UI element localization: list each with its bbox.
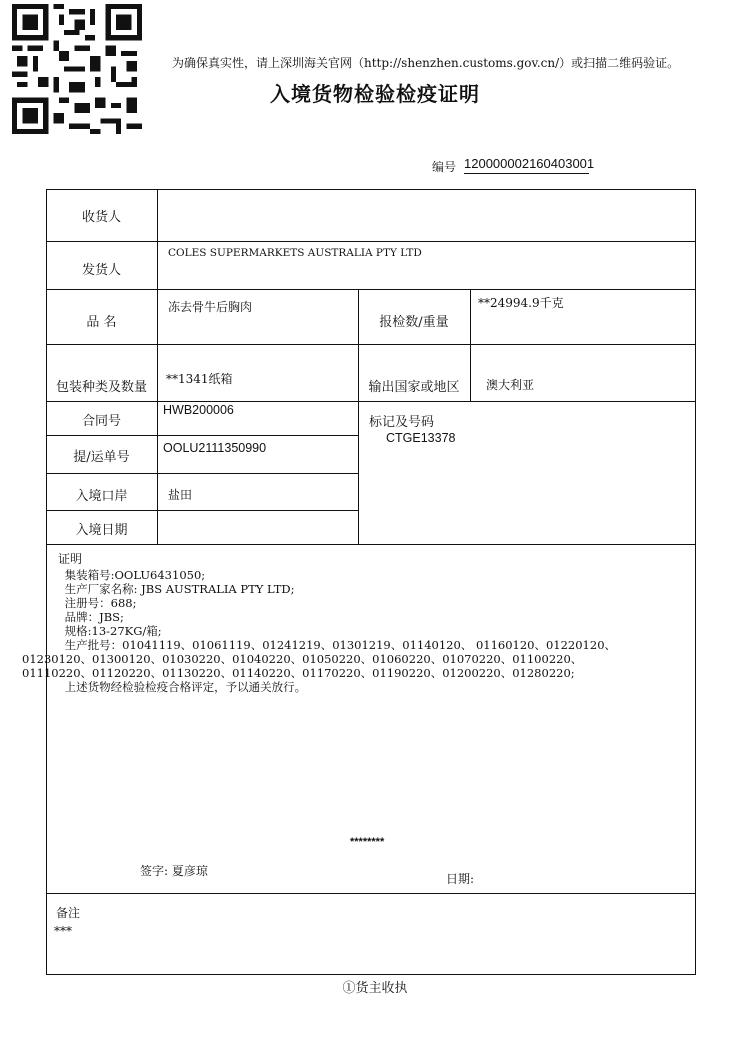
document-title: 入境货物检验检疫证明 — [270, 82, 480, 106]
certificate-line: 01110220、01120220、01130220、01140220、01170220、01190220、01200220、01280220; — [22, 666, 575, 680]
certificate-date: 日期: — [446, 872, 475, 886]
copy-footer: ①货主收执 — [342, 981, 408, 996]
certificate-body — [22, 568, 700, 694]
product-value: 冻去骨牛后胸肉 — [168, 300, 253, 314]
certificate-line: 集装箱号:OOLU6431050; — [50, 568, 206, 582]
certificate-stars: ******** — [350, 836, 385, 848]
certificate-line: 规格:13-27KG/箱; — [50, 624, 162, 638]
package-label: 包装种类及数量 — [55, 380, 147, 395]
quantity-label: 报检数/重量 — [379, 315, 449, 330]
certificate-line: 生产批号：01041119、01061119、01241219、01301219、01140120、 01160120、01220120、 — [50, 638, 617, 652]
entry-date-label: 入境日期 — [75, 523, 128, 538]
product-label: 品 名 — [86, 315, 117, 330]
qr-code — [12, 4, 142, 134]
entry-port-value: 盐田 — [168, 488, 193, 502]
remarks-label: 备注 — [56, 906, 81, 920]
entry-port-label: 入境口岸 — [75, 489, 128, 504]
origin-label: 输出国家或地区 — [368, 380, 460, 395]
consignor-label: 发货人 — [81, 263, 121, 278]
quantity-value: **24994.9千克 — [478, 296, 564, 310]
certificate-line: 上述货物经检验检疫合格评定，予以通关放行。 — [50, 680, 307, 694]
marks-label: 标记及号码 — [369, 415, 435, 430]
marks-value: CTGE13378 — [386, 431, 456, 445]
certificate-line: 注册号：688; — [50, 596, 137, 610]
contract-label: 合同号 — [81, 414, 121, 429]
bl-label: 提/运单号 — [73, 450, 130, 465]
cert-number: 120000002160403001 — [464, 156, 589, 174]
certificate-label: 证明 — [58, 552, 83, 566]
bl-value: OOLU2111350990 — [163, 441, 267, 455]
cert-number-label: 编号 — [432, 160, 457, 174]
certificate-line: 01230120、01300120、01030220、01040220、01050220、01060220、01070220、01100220、 — [22, 652, 583, 666]
contract-value: HWB200006 — [163, 403, 234, 417]
consignor-value: COLES SUPERMARKETS AUSTRALIA PTY LTD — [168, 247, 422, 259]
remarks-value: *** — [54, 924, 72, 938]
verify-notice: 为确保真实性，请上深圳海关官网（http://shenzhen.customs.gov.cn/）或扫描二维码验证。 — [172, 56, 680, 70]
origin-value: 澳大利亚 — [486, 378, 535, 392]
signature: 签字: 夏彦琼 — [140, 864, 208, 878]
consignee-label: 收货人 — [81, 210, 121, 225]
certificate-line: 品牌：JBS; — [50, 610, 124, 624]
certificate-line: 生产厂家名称: JBS AUSTRALIA PTY LTD; — [50, 582, 295, 596]
package-value: **1341纸箱 — [166, 372, 233, 386]
